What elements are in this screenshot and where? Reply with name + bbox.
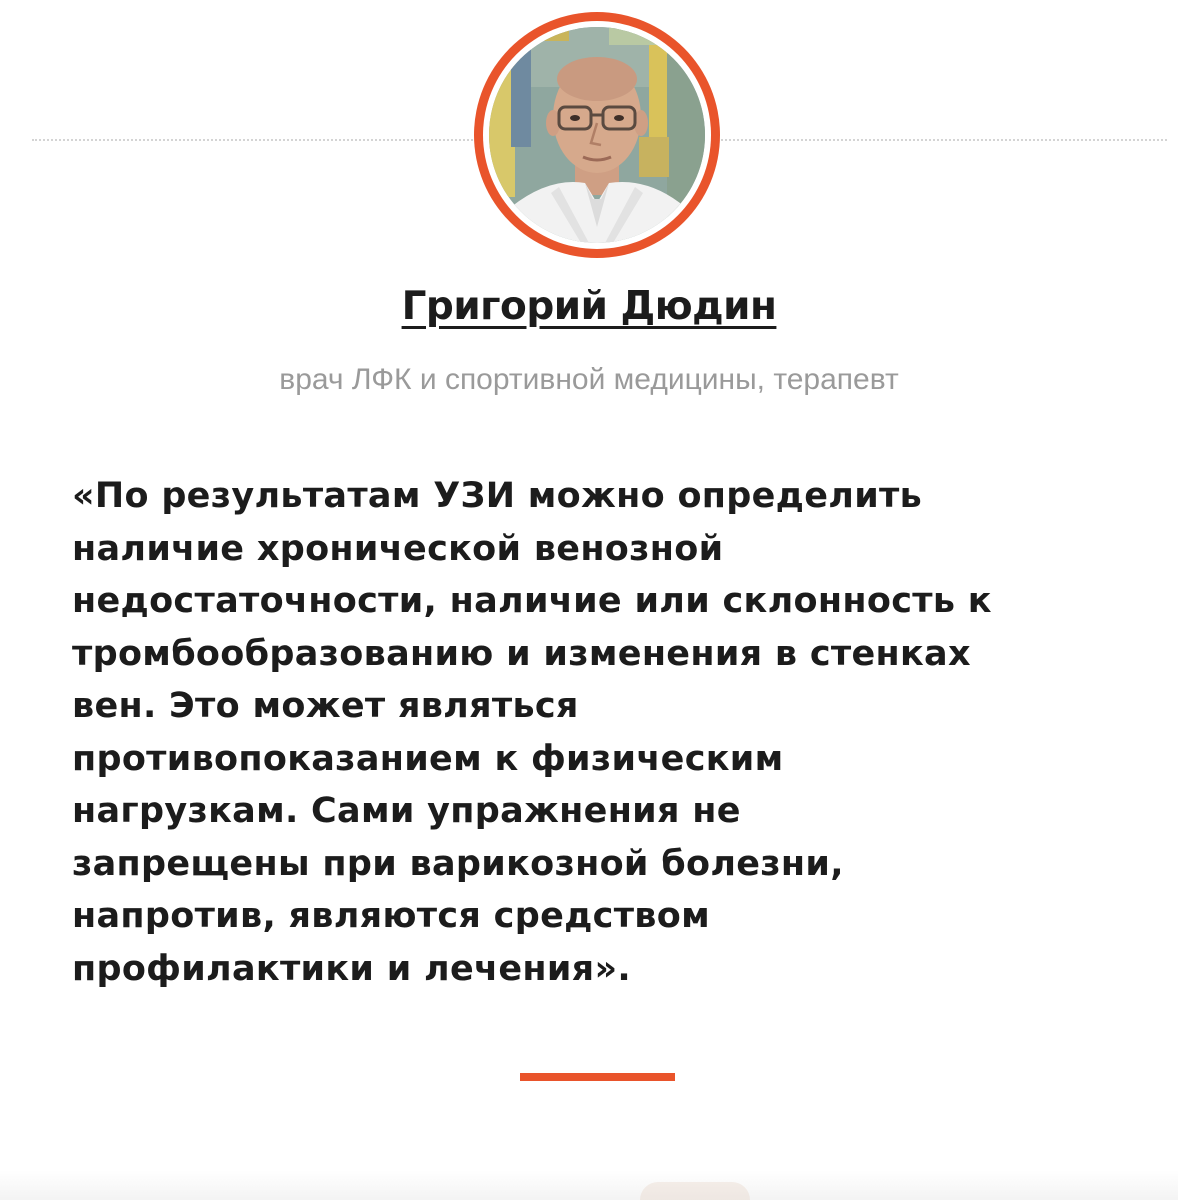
bottom-fade [0,1170,1178,1200]
quote-text: «По результатам УЗИ можно определить наличие хронической венозной недостаточности, наличие или склонность к тромбообразованию и изменения в стенках вен. Это может являться противопоказанием к физическим нагрузкам. Сами упражнения не запрещены при варикозной болезни, напротив, являются средством профилактики и лечения». [72,476,992,989]
dotted-divider-left [32,139,480,141]
doctor-portrait-photo [489,27,705,243]
dotted-divider-right [712,139,1167,141]
author-role: врач ЛФК и спортивной медицины, терапевт [279,363,899,396]
author-name-link[interactable]: Григорий Дюдин [401,284,777,329]
accent-divider [520,1073,675,1081]
avatar [474,12,720,258]
bottom-fade-warm [640,1182,750,1200]
